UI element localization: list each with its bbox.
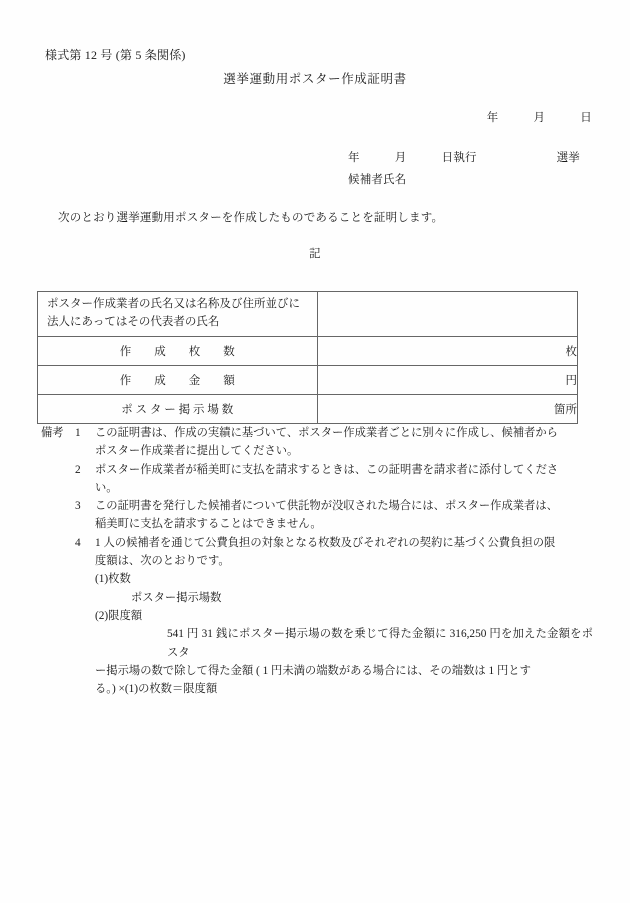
notes-heading: 備考 xyxy=(41,427,64,439)
table-cell-label xyxy=(38,366,318,395)
table-cell-value-producer[interactable] xyxy=(317,292,577,337)
table-cell-label xyxy=(38,395,318,424)
table-row xyxy=(38,337,578,366)
table-cell-value-amount[interactable] xyxy=(317,366,577,395)
count-unit: 枚 xyxy=(565,346,577,358)
note-item xyxy=(41,461,593,479)
note-text-continued: 稲美町に支払を請求することはできません。 xyxy=(95,518,322,531)
subitem-label-limit: (2)限度額 xyxy=(95,609,143,622)
certificate-table xyxy=(37,291,578,424)
issue-date-line: 年 月 日 xyxy=(486,112,592,124)
producer-label-line1: ポスター作成業者の氏名又は名称及び住所並びに xyxy=(47,298,300,311)
note-text: 1 人の候補者を通じて公費負担の対象となる枚数及びそれぞれの契約に基づく公費負担の限 xyxy=(95,536,556,549)
note-item xyxy=(41,534,593,552)
table-cell-value-posting-sites[interactable] xyxy=(317,395,577,424)
note-text: この証明書を発行した候補者について供託物が没収された場合には、ポスター作成業者は、 xyxy=(95,500,558,513)
note-number: 2 xyxy=(75,463,81,476)
note-item xyxy=(41,424,593,442)
table-cell-label xyxy=(38,292,318,337)
table-row xyxy=(38,292,578,337)
subitem-body-limit-line1: 541 円 31 銭にポスター掲示場の数を乗じて得た金額に 316,250 円を加えた金額をポスタ xyxy=(167,628,593,659)
note-text: ポスター作成業者が稲美町に支払を請求するときは、この証明書を請求者に添付してくださ xyxy=(95,463,559,476)
subitem-body-limit-line3: る。) ×(1)の枚数＝限度額 xyxy=(95,683,218,696)
amount-unit: 円 xyxy=(565,375,577,387)
subitem-body-count: ポスター掲示場数 xyxy=(131,591,222,604)
table-cell-value-count[interactable] xyxy=(317,337,577,366)
table-row xyxy=(38,395,578,424)
election-date: 年 月 日執行 xyxy=(348,152,477,164)
notes-section xyxy=(41,424,593,698)
subitem-label-count: (1)枚数 xyxy=(95,573,131,586)
ki-heading: 記 xyxy=(309,248,321,260)
form-number: 様式第 12 号 (第 5 条関係) xyxy=(45,48,186,62)
count-label: 作 成 枚 数 xyxy=(119,346,235,358)
note-text: この証明書は、作成の実績に基づいて、ポスター作成業者ごとに別々に作成し、候補者から xyxy=(95,427,558,439)
posting-sites-unit: 箇所 xyxy=(554,404,577,416)
note-number: 3 xyxy=(75,500,81,513)
candidate-name-label: 候補者氏名 xyxy=(348,174,407,186)
election-label: 選挙 xyxy=(556,152,580,164)
note-text-continued: い。 xyxy=(95,481,118,494)
note-text-continued: 度額は、次のとおりです。 xyxy=(95,555,230,568)
table-cell-label xyxy=(38,337,318,366)
amount-label: 作 成 金 額 xyxy=(119,375,235,387)
producer-label-line2: 法人にあってはその代表者の氏名 xyxy=(47,316,220,328)
table-row xyxy=(38,366,578,395)
certification-sentence: 次のとおり選挙運動用ポスターを作成したものであることを証明します。 xyxy=(58,212,444,224)
note-number: 1 xyxy=(75,427,81,439)
note-text-continued: ポスター作成業者に提出してください。 xyxy=(95,445,299,458)
subitem-body-limit-line2: ー掲示場の数で除して得た金額 ( 1 円未満の端数がある場合には、その端数は 1 円とす xyxy=(95,664,531,677)
election-date-row xyxy=(348,150,580,167)
posting-sites-label: ポ ス タ ー 掲 示 場 数 xyxy=(121,404,234,416)
note-number: 4 xyxy=(75,536,81,549)
page-title: 選挙運動用ポスター作成証明書 xyxy=(223,72,407,86)
note-item xyxy=(41,497,593,515)
